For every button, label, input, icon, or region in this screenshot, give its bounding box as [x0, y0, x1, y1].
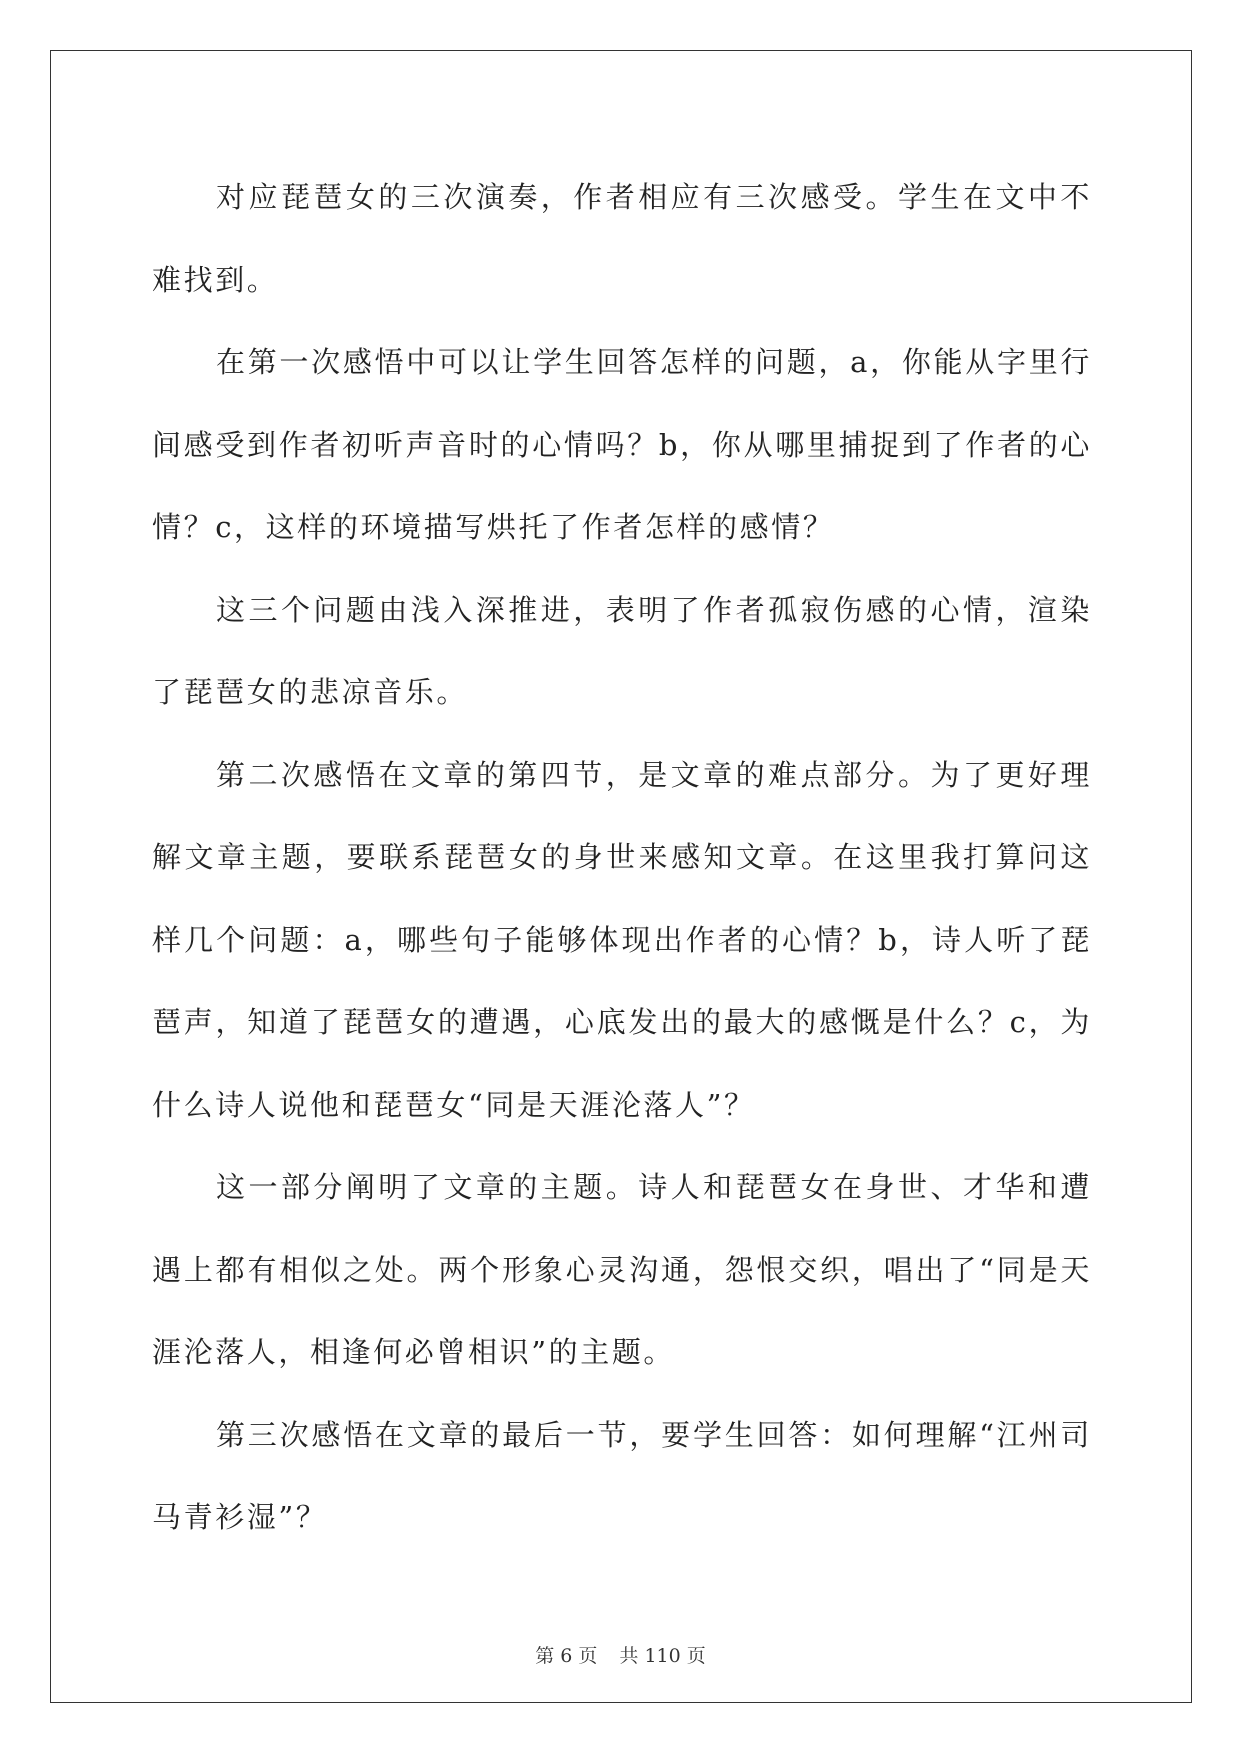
- paragraph: 第二次感悟在文章的第四节，是文章的难点部分。为了更好理解文章主题，要联系琵琶女的身世来感知文章。在这里我打算问这样几个问题：a，哪些句子能够体现出作者的心情？b，诗人听了琵琶声，知道了琵琶女的遭遇，心底发出的最大的感慨是什么？c，为什么诗人说他和琵琶女“同是天涯沦落人”？: [152, 757, 1092, 1122]
- paragraph: 这一部分阐明了文章的主题。诗人和琵琶女在身世、才华和遭遇上都有相似之处。两个形象心灵沟通，怨恨交织，唱出了“同是天涯沦落人，相逢何必曾相识”的主题。: [152, 1170, 1092, 1369]
- paragraph: 对应琵琶女的三次演奏，作者相应有三次感受。学生在文中不难找到。: [152, 180, 1092, 297]
- paragraph: 在第一次感悟中可以让学生回答怎样的问题，a，你能从字里行间感受到作者初听声音时的心情吗？b，你从哪里捕捉到了作者的心情？c，这样的环境描写烘托了作者怎样的感情？: [152, 345, 1092, 544]
- paragraph: 这三个问题由浅入深推进，表明了作者孤寂伤感的心情，渲染了琵琶女的悲凉音乐。: [152, 592, 1092, 709]
- paragraph: 第三次感悟在文章的最后一节，要学生回答：如何理解“江州司马青衫湿”？: [152, 1417, 1092, 1534]
- page-number: 第 6 页: [535, 1645, 598, 1667]
- page-total: 共 110 页: [619, 1645, 706, 1667]
- page-footer: [0, 1641, 1241, 1668]
- document-body: [152, 156, 1092, 1559]
